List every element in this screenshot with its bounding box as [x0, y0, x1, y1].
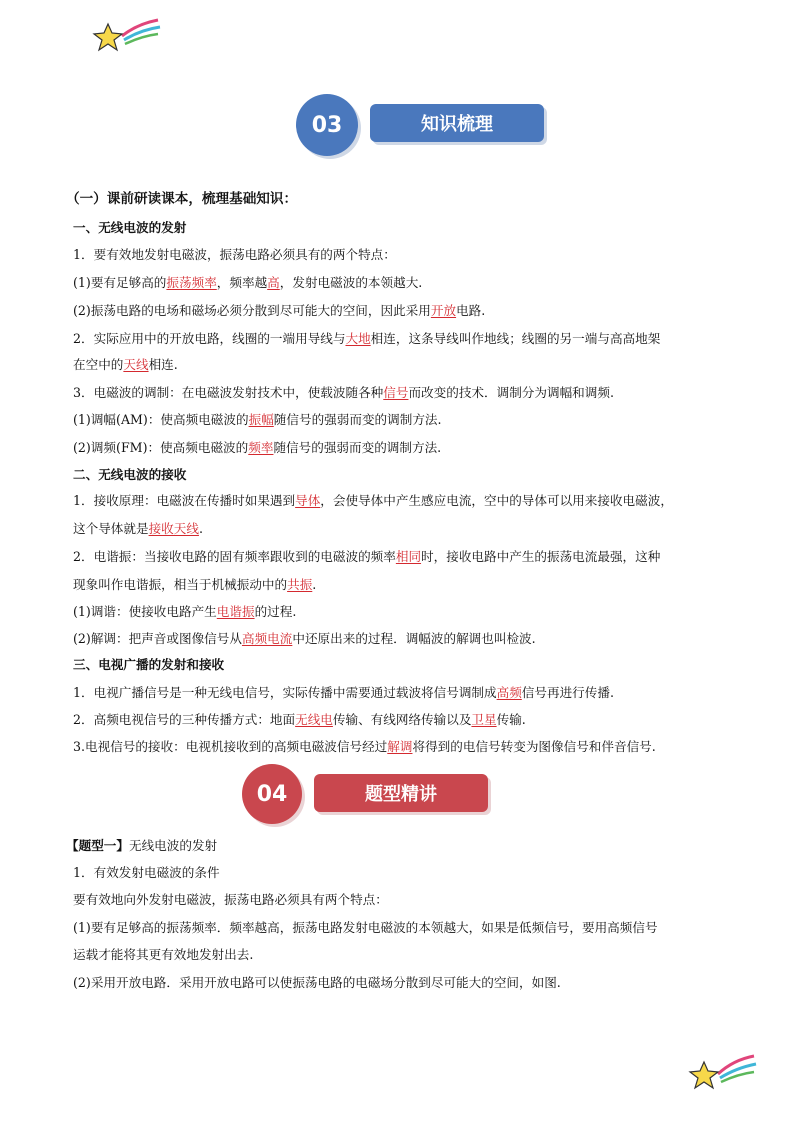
paragraph: 1．接收原理：电磁波在传播时如果遇到导体，会使导体中产生感应电流，空中的导体可以用来接收电磁波，	[73, 493, 673, 508]
paragraph: (1)调幅(AM)：使高频电磁波的振幅随信号的强弱而变的调制方法.	[73, 412, 442, 427]
paragraph: 现象叫作电谐振，相当于机械振动中的共振.	[73, 577, 317, 592]
keyword: 振幅	[248, 412, 274, 427]
paragraph: 1．要有效地发射电磁波，振荡电路必须具有的两个特点：	[73, 247, 396, 262]
paragraph: (2)采用开放电路．采用开放电路可以使振荡电路的电磁场分散到尽可能大的空间，如图.	[73, 975, 561, 990]
keyword: 卫星	[471, 712, 497, 727]
part-title: （一）课前研读课本，梳理基础知识：	[66, 191, 298, 207]
keyword: 振荡频率	[166, 275, 217, 290]
keyword: 高频电流	[241, 631, 293, 646]
question-type-title: 【题型一】无线电波的发射	[66, 838, 218, 853]
paragraph: 这个导体就是接收天线.	[73, 521, 203, 536]
paragraph: 1．电视广播信号是一种无线电信号，实际传播中需要通过载波将信号调制成高频信号再进行传播.	[73, 685, 614, 700]
keyword: 频率	[248, 440, 274, 455]
section-title-banner: 知识梳理	[370, 104, 544, 142]
keyword: 开放	[430, 303, 457, 318]
keyword: 导体	[295, 493, 321, 508]
heading-3: 三、电视广播的发射和接收	[73, 657, 225, 672]
keyword: 共振	[287, 577, 313, 592]
paragraph: 要有效地向外发射电磁波，振荡电路必须具有两个特点：	[73, 892, 388, 907]
keyword: 高频	[496, 685, 522, 700]
paragraph: (1)要有足够高的振荡频率．频率越高，振荡电路发射电磁波的本领越大，如果是低频信号，要用高频信号	[73, 920, 658, 935]
paragraph: 运载才能将其更有效地发射出去.	[73, 947, 254, 962]
keyword: 天线	[123, 357, 149, 372]
paragraph: 在空中的天线相连.	[73, 357, 178, 372]
paragraph: 2．高频电视信号的三种传播方式：地面无线电传输、有线网络传输以及卫星传输.	[73, 712, 526, 727]
shooting-star-icon	[92, 16, 162, 58]
paragraph: 1．有效发射电磁波的条件	[73, 865, 220, 880]
paragraph: 3.电视信号的接收：电视机接收到的高频电磁波信号经过解调将得到的电信号转变为图像信号和伴音信号.	[73, 739, 656, 754]
paragraph: (2)解调：把声音或图像信号从高频电流中还原出来的过程．调幅波的解调也叫检波.	[73, 631, 536, 646]
paragraph: 2．电谐振：当接收电路的固有频率跟收到的电磁波的频率相同时，接收电路中产生的振荡电流最强，这种	[73, 549, 661, 564]
section-number-badge: 04	[242, 764, 302, 824]
keyword: 接收天线	[148, 521, 199, 536]
shooting-star-icon	[688, 1048, 758, 1098]
paragraph: (2)振荡电路的电场和磁场必须分散到尽可能大的空间，因此采用开放电路.	[73, 303, 486, 318]
heading-2: 二、无线电波的接收	[73, 467, 187, 482]
keyword: 电谐振	[216, 604, 255, 619]
paragraph: 2．实际应用中的开放电路，线圈的一端用导线与大地相连，这条导线叫作地线；线圈的另一端与高高地架	[73, 331, 661, 346]
paragraph: (2)调频(FM)：使高频电磁波的频率随信号的强弱而变的调制方法.	[73, 440, 442, 455]
paragraph: (1)调谐：使接收电路产生电谐振的过程.	[73, 604, 297, 619]
keyword: 相同	[395, 549, 422, 564]
keyword: 解调	[387, 739, 413, 754]
keyword: 大地	[345, 331, 371, 346]
heading-1: 一、无线电波的发射	[73, 220, 187, 235]
keyword: 高	[267, 275, 280, 290]
paragraph: (1)要有足够高的振荡频率，频率越高，发射电磁波的本领越大.	[73, 275, 423, 290]
section-number-badge: 03	[296, 94, 358, 156]
paragraph: 3．电磁波的调制：在电磁波发射技术中，使载波随各种信号而改变的技术．调制分为调幅和调频.	[73, 385, 614, 400]
keyword: 无线电	[295, 712, 333, 727]
section-title-banner: 题型精讲	[314, 774, 488, 812]
keyword: 信号	[383, 385, 409, 400]
